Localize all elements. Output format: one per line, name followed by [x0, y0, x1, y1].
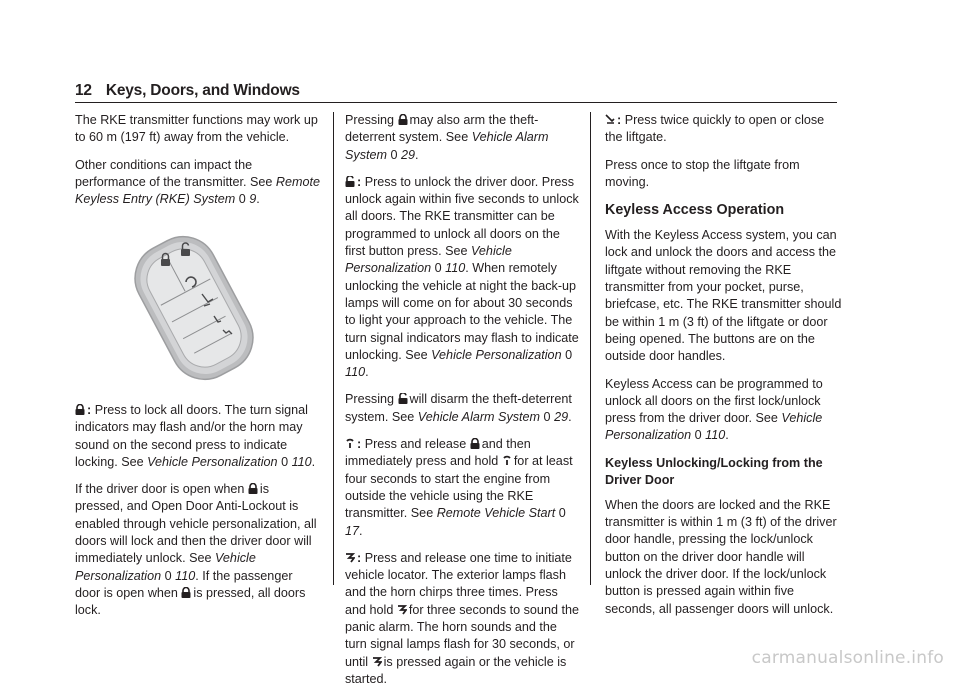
liftgate-button-description: : Press twice quickly to open or close the liftgate.: [605, 113, 825, 145]
cross-reference-link[interactable]: Vehicle Alarm System: [345, 130, 549, 162]
paragraph: The RKE transmitter functions may work up to 60 m (197 ft) away from the vehicle.: [75, 113, 318, 145]
page-ref-arrow: 0: [281, 454, 289, 469]
page-ref[interactable]: 110: [705, 428, 726, 443]
cross-reference-link[interactable]: Vehicle Personalization: [345, 244, 512, 276]
page-ref-arrow: 0: [238, 192, 246, 207]
page-number: 12: [75, 82, 92, 99]
remote-start-icon: [502, 455, 512, 466]
page-ref[interactable]: 110: [445, 261, 466, 276]
liftgate-icon: [605, 114, 615, 125]
vehicle-locator-description: : Press and release one time to initiate vehicle locator. The exterior lamps flash and the horn chirps three times. Press and hold for three seconds to sound the panic alarm. The horn sounds and the turn signal lamps flash for 30 seconds, or until is pressed again or the vehicle is started.: [345, 550, 579, 686]
paragraph: When the doors are locked and the RKE transmitter is within 1 m (3 ft) of the driver door handle, pressing the lock/unlock button on the driver door handle will unlock the driver door. If the lock/unlock button is pressed again within five seconds, all passenger doors will unlock.: [605, 497, 837, 616]
page-ref-arrow: 0: [434, 261, 442, 276]
lock-icon: [470, 438, 480, 449]
page-ref-arrow: 0: [543, 409, 551, 424]
page-ref[interactable]: 17: [345, 523, 360, 538]
cross-reference-link[interactable]: Remote Keyless Entry (RKE) System: [75, 174, 321, 207]
column-divider-1: [333, 112, 334, 585]
remote-start-icon: [345, 438, 355, 449]
page-ref-arrow: 0: [565, 347, 573, 362]
column-2: [345, 112, 580, 698]
page-ref-arrow: 0: [390, 147, 398, 162]
cross-reference-link[interactable]: Vehicle Personalization: [605, 411, 823, 443]
column-3: [605, 112, 843, 628]
running-header: [75, 82, 300, 100]
column-divider-2: [590, 112, 591, 585]
remote-start-description: : Press and release and then immediately press and hold for at least four seconds to start the engine from outside the vehicle using the RKE transmitter. See Remote Vehicle Start 0 17.: [345, 437, 573, 538]
key-fob-illustration: [130, 226, 258, 390]
column-1: [75, 112, 320, 218]
subsection-heading: Keyless Unlocking/Locking from the Driver Door: [605, 455, 823, 487]
watermark: carmanualsonline.info: [751, 648, 944, 668]
cross-reference-link[interactable]: Vehicle Personalization: [147, 454, 278, 469]
page-ref-arrow: 0: [694, 428, 702, 443]
cross-reference-link[interactable]: Remote Vehicle Start: [436, 506, 556, 521]
paragraph: Other conditions can impact the performance of the transmitter. See Remote Keyless Entry (RKE) System 0 9.: [75, 157, 321, 207]
paragraph: Pressing may also arm the theft-deterrent system. See Vehicle Alarm System 0 29.: [345, 113, 549, 162]
paragraph: With the Keyless Access system, you can lock and unlock the doors and access the liftgate without removing the RKE transmitter from your pocket, purse, briefcase, etc. The RKE transmitter should be within 1 m (3 ft) of the liftgate or door being opened. The buttons are on the outside door handles.: [605, 228, 842, 364]
unlock-button-description: : Press to unlock the driver door. Press unlock again within five seconds to unlock all doors. The RKE transmitter can be programmed to unlock all doors on the first button press. See Vehicle Personalization 0 110. When remotely unlocking the vehicle at night the back-up lamps will come on for about 30 seconds to light your approach to the vehicle. The turn signal indicators may flash to indicate unlocking. See Vehicle Personalization 0 110.: [345, 174, 579, 380]
page-ref-arrow: 0: [164, 568, 172, 583]
page-ref[interactable]: 110: [345, 365, 366, 380]
vehicle-locator-icon: [345, 552, 355, 563]
page-ref[interactable]: 9: [249, 192, 257, 207]
page-ref[interactable]: 110: [291, 454, 312, 469]
vehicle-locator-icon: [397, 604, 407, 615]
lock-icon: [398, 114, 408, 125]
cross-reference-link[interactable]: Vehicle Personalization: [431, 347, 562, 362]
vehicle-locator-icon: [372, 656, 382, 667]
header-rule: [75, 102, 837, 103]
unlock-icon: [345, 176, 355, 187]
column-1-lower: [75, 402, 320, 630]
cross-reference-link[interactable]: Vehicle Alarm System: [417, 409, 541, 424]
page-ref[interactable]: 29: [554, 409, 569, 424]
paragraph: Press once to stop the liftgate from moving.: [605, 157, 800, 189]
section-heading: Keyless Access Operation: [605, 202, 785, 219]
page-ref[interactable]: 29: [401, 147, 416, 162]
paragraph: If the driver door is open when is pressed, and Open Door Anti-Lockout is enabled through vehicle personalization, all doors will lock and then the driver door will immediately unlock. See Vehicle Personalization 0 110. If the passenger door is open when is pressed, all doors lock.: [75, 482, 317, 618]
lock-icon: [248, 483, 258, 494]
paragraph: Pressing will disarm the theft-deterrent system. See Vehicle Alarm System 0 29.: [345, 392, 572, 424]
lock-icon: [75, 404, 85, 415]
lock-icon: [181, 587, 191, 598]
paragraph: Keyless Access can be programmed to unlock all doors on the first lock/unlock press from the driver door. See Vehicle Personalization 0 110.: [605, 376, 823, 443]
chapter-title: Keys, Doors, and Windows: [105, 82, 300, 99]
page-ref[interactable]: 110: [175, 568, 196, 583]
lock-button-description: : Press to lock all doors. The turn signal indicators may flash and/or the horn may sound on the second press to indicate locking. See Vehicle Personalization 0 110.: [75, 403, 316, 469]
page-ref-arrow: 0: [558, 506, 566, 521]
unlock-icon: [398, 393, 408, 404]
cross-reference-link[interactable]: Vehicle Personalization: [75, 551, 256, 583]
